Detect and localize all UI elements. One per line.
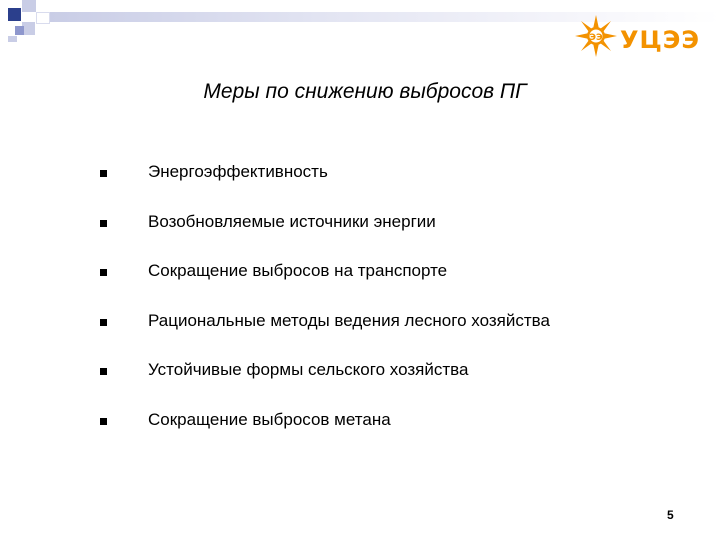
svg-text:ЭЭ: ЭЭ bbox=[589, 33, 603, 43]
square-bullet-icon bbox=[100, 319, 107, 326]
square-bullet-icon bbox=[100, 170, 107, 177]
list-item bbox=[100, 410, 700, 460]
logo bbox=[574, 14, 714, 58]
decor-square bbox=[15, 26, 24, 35]
list-item-text: Энергоэффективность bbox=[148, 162, 328, 181]
square-bullet-icon bbox=[100, 220, 107, 227]
bullet-list bbox=[100, 162, 700, 459]
square-bullet-icon bbox=[100, 368, 107, 375]
decor-square bbox=[36, 12, 50, 24]
list-item-text: Устойчивые формы сельского хозяйства bbox=[148, 360, 469, 379]
list-item-text: Возобновляемые источники энергии bbox=[148, 211, 436, 231]
list-item-text: Сокращение выбросов метана bbox=[148, 409, 391, 429]
decor-square bbox=[8, 36, 17, 42]
page-number: 5 bbox=[667, 508, 674, 522]
list-item bbox=[100, 212, 700, 262]
list-item-text: Сокращение выбросов на транспорте bbox=[148, 261, 448, 280]
square-bullet-icon bbox=[100, 269, 107, 276]
slide-title: Меры по снижению выбросов ПГ bbox=[203, 80, 527, 103]
list-item bbox=[100, 162, 700, 212]
square-bullet-icon bbox=[100, 418, 107, 425]
decor-square bbox=[22, 0, 36, 12]
sun-star-logo-icon bbox=[574, 14, 618, 58]
list-item bbox=[100, 311, 700, 361]
list-item bbox=[100, 360, 700, 410]
logo-text: УЦЭЭ bbox=[620, 26, 700, 54]
list-item-text: Рациональные методы ведения лесного хозяйства bbox=[148, 310, 550, 330]
list-item bbox=[100, 261, 700, 311]
decor-square bbox=[8, 8, 21, 21]
